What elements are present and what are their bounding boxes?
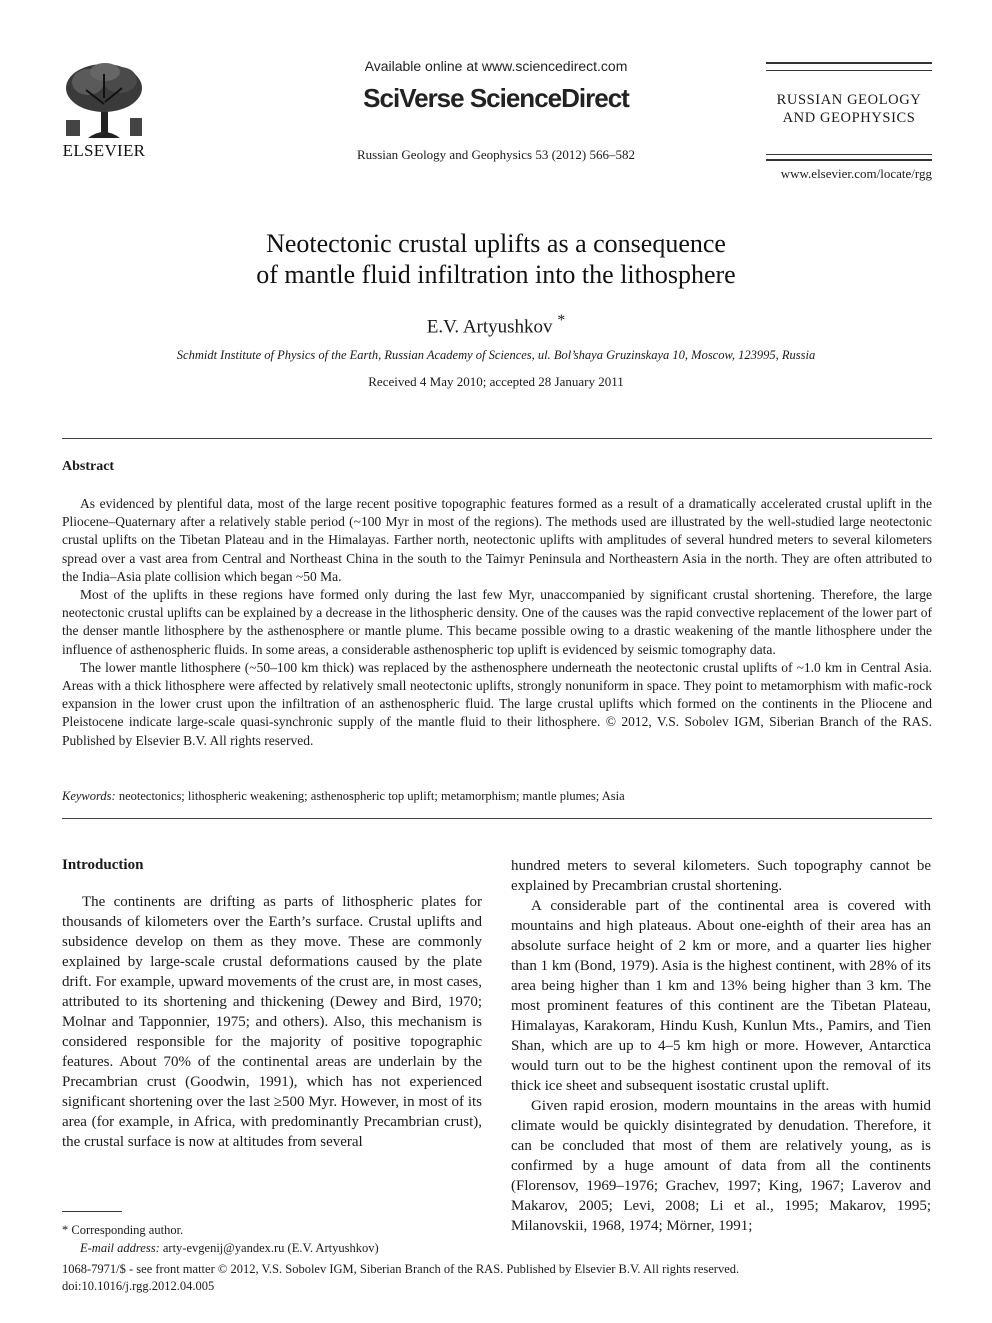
divider: [62, 818, 932, 819]
abstract-paragraph: Most of the uplifts in these regions have formed only during the last few Myr, unaccompanied by significant crustal shortening. Therefore, the large neotectonic crustal uplifts can be explained by a decrease in the lithospheric density. One of the causes was the rapid convective replacement of the lower part of the denser mantle lithosphere by the asthenosphere or mantle plume. This became possible owing to a drastic weakening of the mantle lithosphere under the influence of asthenospheric fluids. In some areas, a considerable asthenospheric top uplift is evidenced by seismic tomography data.: [62, 587, 932, 657]
journal-rule: [766, 70, 932, 71]
journal-name-line: RUSSIAN GEOLOGY: [776, 92, 922, 108]
keywords-list: neotectonics; lithospheric weakening; asthenospheric top uplift; metamorphism; mantle plumes; Asia: [118, 789, 625, 803]
column-right: [511, 856, 931, 1236]
abstract-heading: Abstract: [62, 459, 115, 474]
body-paragraph: The continents are drifting as parts of lithospheric plates for thousands of kilometers over the Earth’s surface. Crustal uplifts and subsidence develop on them as they move. These are commonly explained by large-scale crustal deformations caused by the plate drift. For example, upward movements of the crust are, in most cases, attributed to its shortening and thickening (Dewey and Bird, 1970; Molnar and Tapponnier, 1975; and others). Also, this mechanism is considered responsible for the majority of positive topographic features. About 70% of the continental areas are underlain by the Precambrian crust (Goodwin, 1991), which has not experienced significant shortening over the last ≥500 Myr. However, in most of its area (for example, in Africa, with predominantly Precambrian crust), the crustal surface is now at altitudes from several: [62, 894, 482, 1150]
keywords: [62, 789, 932, 804]
article-title: [100, 228, 892, 290]
email-link[interactable]: arty-evgenij@yandex.ru (E.V. Artyushkov): [162, 1241, 379, 1255]
email-label: E-mail address:: [80, 1241, 160, 1255]
front-matter-line: 1068-7971/$ - see front matter © 2012, V.S. Sobolev IGM, Siberian Branch of the RAS. Published by Elsevier B.V. All rights reserved.: [62, 1262, 740, 1276]
journal-name-line: AND GEOPHYSICS: [782, 110, 916, 126]
abstract-body: [62, 495, 932, 750]
footnote-mark: *: [62, 1223, 69, 1237]
introduction-heading: Introduction: [62, 857, 144, 873]
platform-logo: SciVerse ScienceDirect: [363, 83, 629, 113]
affiliation: Schmidt Institute of Physics of the Earth, Russian Academy of Sciences, ul. Bol’shaya Gruzinskaya 10, Moscow, 123995, Russia: [176, 348, 816, 362]
tree-icon: [58, 60, 150, 142]
body-paragraph: Given rapid erosion, modern mountains in the areas with humid climate would be quickly disintegrated by denudation. Therefore, it can be concluded that most of them are relatively young, as is confirmed by a huge amount of data from all the continents (Florensov, 1969–1976; Grachev, 1997; King, 1967; Laverov and Makarov, 2005; Levi, 2008; Li et al., 1995; Makarov, 1995; Milanovskii, 1968, 1974; Mörner, 1991;: [511, 1098, 931, 1234]
author-name[interactable]: E.V. Artyushkov: [426, 316, 553, 338]
available-online: Available online at www.sciencedirect.com: [364, 58, 628, 74]
divider: [62, 438, 932, 439]
footnote-rule: [62, 1211, 122, 1212]
email-note: [62, 1239, 492, 1257]
author-line: [200, 312, 792, 338]
abstract-paragraph: The lower mantle lithosphere (~50–100 km thick) was replaced by the asthenosphere underneath the neotectonic crustal uplifts of ~1.0 km in Central Asia. Areas with a thick lithosphere were affected by relatively small neotectonic uplifts, strongly nonuniform in space. They point to metamorphism with mafic-rock expansion in the lower crust upon the infiltration of an asthenospheric fluid. The large crustal uplifts which formed on the continents in the Pliocene and Pleistocene indicate large-scale quasi-synchronic supply of the mantle fluid to their lithosphere. © 2012, V.S. Sobolev IGM, Siberian Branch of the RAS. Published by Elsevier B.V. All rights reserved.: [62, 659, 932, 748]
corresponding-mark[interactable]: *: [557, 312, 566, 329]
journal-citation: Russian Geology and Geophysics 53 (2012) 566–582: [356, 147, 636, 162]
body-paragraph: A considerable part of the continental area is covered with mountains and high plateaus. About one-eighth of their area has an absolute surface height of 2 km or more, and a quarter lies higher than 1 km (Bond, 1979). Asia is the highest continent, with 28% of its area being higher than 1 km and 13% being higher than 3 km. The most prominent features of this continent are the Tibetan Plateau, Himalayas, Karakoram, Hindu Kush, Kunlun Mts., Pamirs, and Tien Shan, which are up to 4–5 km high or more. However, Antarctica would turn out to be the highest continent upon the removal of its thick ice sheet and subsequent isostatic crustal uplift.: [511, 898, 931, 1094]
column-left: [62, 892, 482, 1152]
received-dates: Received 4 May 2010; accepted 28 January 2011: [368, 374, 624, 389]
corresponding-text: Corresponding author.: [71, 1223, 184, 1237]
page-footer: [62, 1261, 932, 1295]
body-paragraph: hundred meters to several kilometers. Such topography cannot be explained by Precambrian crustal shortening.: [511, 858, 931, 894]
abstract-paragraph: As evidenced by plentiful data, most of the large recent positive topographic features formed as a result of a dramatically accelerated crustal uplift in the Pliocene–Quaternary after a relatively stable period (~100 Myr in most of the regions). The methods used are illustrated by the well-studied large neotectonic crustal uplifts on the Tibetan Plateau and in the Himalayas. Farther north, neotectonic uplifts with amplitudes of several hundred meters to several kilometers spread over a vast area from Central and Northeast China in the south to the Taimyr Peninsula and Northeastern Asia in the north. They are often attributed to the India–Asia plate collision which began ~50 Ma.: [62, 496, 932, 584]
journal-url-link[interactable]: www.elsevier.com/locate/rgg: [780, 166, 932, 181]
title-line: of mantle fluid infiltration into the lithosphere: [256, 260, 736, 289]
keywords-label: Keywords:: [62, 789, 116, 803]
doi-link[interactable]: doi:10.1016/j.rgg.2012.04.005: [62, 1279, 215, 1293]
footnote: [62, 1221, 492, 1257]
journal-rule: [766, 159, 932, 161]
elsevier-wordmark: ELSEVIER: [62, 141, 146, 160]
journal-name: [760, 91, 938, 127]
title-line: Neotectonic crustal uplifts as a consequence: [266, 229, 726, 258]
corresponding-note: [62, 1221, 492, 1239]
journal-rule: [766, 154, 932, 155]
journal-rule: [766, 62, 932, 64]
